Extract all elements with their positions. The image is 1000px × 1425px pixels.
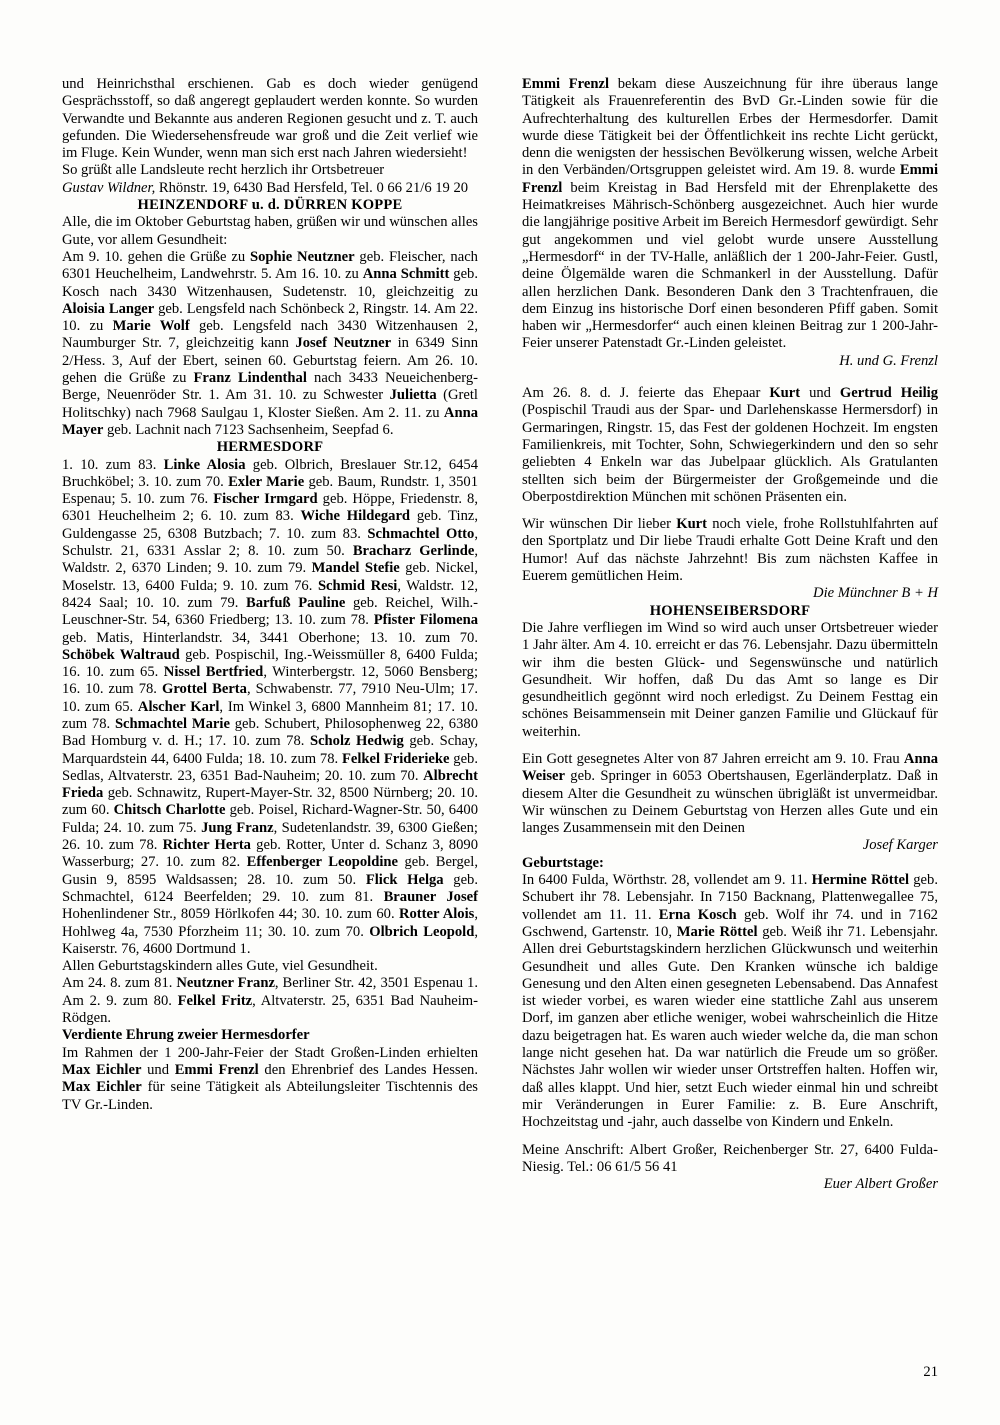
goldene-hochzeit-wishes: Wir wünschen Dir lieber Kurt noch viele, frohe Rollstuhlfahrten auf den Sportplatz und Dir liebe Traudi erhalte Gott Deine Kraft und den Humor! Auf das nächste Jahrzehnt! Bis zum nächsten Kaffee in Euerem gemütlichen Heim. [522,516,939,585]
hermesdorf-wish: Allen Geburtstagskindern alles Gute, viel Gesundheit. [62,958,378,975]
signature-muenchner: Die Münchner B + H [813,585,938,602]
subheading-verdiente-ehrung: Verdiente Ehrung zweier Hermesdorfer [62,1027,310,1044]
signature-karger: Josef Karger [862,837,938,854]
hohenseibersdorf-anna-weiser: Ein Gott gesegnetes Alter von 87 Jahren erreicht am 9. 10. Frau Anna Weiser geb. Springer in 6053 Obertshausen, Egerländerplatz. Daß in diesem Alter die Gesundheit zu wünschen übrigläßt ist unvermeidbar. Wir wünschen zu Deinem Geburtstag von Herzen alles Gute und ein langes Zusammensein mit den Deinen [522,750,938,837]
ortsbetreuer-greeting [62,162,478,197]
greeting-text: So grüßt alle Landsleute recht herzlich ihr Ortsbetreuer [62,162,385,179]
section-heading-hermesdorf: HERMESDORF [216,439,324,456]
hohenseibersdorf-contact: Meine Anschrift: Albert Großer, Reichenberger Str. 27, 6400 Fulda-Niesig. Tel.: 06 61/5 56 41 [522,1141,938,1175]
page-number: 21 [923,1364,938,1380]
goldene-hochzeit-article: Am 26. 8. d. J. feierte das Ehepaar Kurt und Gertrud Heilig (Pospischil Traudi aus der Spar- und Darlehenskasse Hermersdorf) in Germaringen, Ringstr. 15, das Fest der goldenen Hochzeit. Im engsten Familienkreis, mit Tochter, Sohn, Schwiegerkindern und den so sehr geliebten 4 Enkeln war das Jubelpaar glücklich. Als Gratulanten stellten sich beim der Bürgermeister der Großgemeinde und die Oberpostdirektion München mit schönen Präsenten ein. [522,385,939,505]
paragraph-continuation: und Heinrichsthal erschienen. Gab es doch wieder genügend Gesprächsstoff, so daß angeregt geplaudert werden konnte. So wurden Verwandte und Bekannte aus anderen Regionen gesucht und z. T. auch gefunden. Die Wiedersehensfreude war groß und die Zeit verlief wie im Fluge. Kein Wunder, wenn man sich erst nach Jahren wiedersieht! [62,76,478,162]
section-heading-hohenseibersdorf: HOHENSEIBERSDORF [649,602,811,619]
ortsbetreuer-address: Rhönstr. 19, 6430 Bad Hersfeld, Tel. 0 66 21/6 19 20 [155,179,469,196]
frenzl-article: Emmi Frenzl bekam diese Auszeichnung für ihre überaus lange Tätigkeit als Frauenreferentin des BvD Gr.-Linden sowie für die Aufrechterhaltung des kulturellen Erbes der Hermesdorfer. Damit wurde diese Tätigkeit bei der Öffentlichkeit ins rechte Licht gerückt, denn die wenigsten der hessischen Bevölkerung wissen, welche Arbeit in den Verbänden/Ortsgruppen geleistet wird. Am 19. 8. wurde Emmi Frenzl beim Kreistag in Bad Hersfeld mit der Ehrenplakette des Heimatkreises Mährisch-Schönberg ausgezeichnet. Auch hier wurde die langjährige positive Arbeit im Bereich Hermesdorf gewürdigt. Sehr gut angekommen und viel gelobt wurde unsere Ausstellung „Hermesdorf“ in der TV-Halle, anläßlich der 1 200-Jahr-Feier. Gustl, deine Ölgemälde waren die Schmankerl in der Ausstellung. Dafür allen herzlichen Dank. Besonderen Dank den 3 Trachtenfrauen, die dem Einzug ins historische Dorf einen besonderen Pfiff gaben. Somit haben wir „Hermesdorfer“ auch einen kleinen Beitrag zur 1 200-Jahr-Feier unserer Patenstadt Gr.-Linden geleistet. [522,76,938,352]
ehrung-body: Im Rahmen der 1 200-Jahr-Feier der Stadt Großen-Linden erhielten Max Eichler und Emmi Frenzl den Ehrenbrief des Landes Hessen. Max Eichler für seine Tätigkeit als Abteilungsleiter Tischtennis des TV Gr.-Linden. [62,1044,478,1113]
signature-frenzl: H. und G. Frenzl [839,352,938,369]
left-column [62,76,478,1193]
ortsbetreuer-name: Gustav Wildner, [62,179,156,196]
hohenseibersdorf-birthday-list: In 6400 Fulda, Wörthstr. 28, vollendet am 9. 11. Hermine Röttel geb. Schubert ihr 78. Lebensjahr. In 7150 Backnang, Plattenwegallee 75, vollendet am 11. 11. Erna Kosch geb. Wolf ihr 74. und in 7162 Gschwend, Gartenstr. 10, Marie Röttel geb. Weiß ihr 71. Lebensjahr. Allen drei Geburtstagskindern herzlichen Glückwunsch und weiterhin Gesundheit und alles Gute. Den Kranken wünsche ich baldige Genesung und den Alten einen gesegneten Lebensabend. Das Annafest ist wieder vorbei, es waren wieder eine stattliche Zahl aus unserem Dorf, im ganzen aber etliche weniger, wobei wahrscheinlich die Hitze dazu beigetragen hat. Es waren auch wieder welche da, die man schon lange nicht gesehen hat. Da war natürlich die Freude um so größer. Nächstes Jahr wollen wir wieder unser Ortstreffen halten. Hoffen wir, daß alles klappt. Und hier, setzt Euch wieder einmal hin und schreibt mir Veränderungen in Eurer Familie: z. B. Eure Anschrift, Hochzeitstag und -jahr, auch dasselbe von Kindern und Enkeln. [522,872,938,1131]
section-heading-heinzendorf: HEINZENDORF u. d. DÜRREN KOPPE [137,197,403,214]
hermesdorf-additional-birthdays: Am 24. 8. zum 81. Neutzner Franz, Berliner Str. 42, 3501 Espenau 1. Am 2. 9. zum 80. Felkel Fritz, Altvaterstr. 25, 6351 Bad Nauheim-Rödgen. [62,975,478,1027]
hohenseibersdorf-ortsbetreuer: Die Jahre verfliegen im Wind so wird auch unser Ortsbetreuer wieder 1 Jahr älter. Am 4. 10. erreicht er das 76. Lebensjahr. Dazu übermitteln wir ihm die besten Glück- und Segenswünsche und natürlich Gesundheit. Wir hoffen, daß Du das Amt so lange es Dir gesundheitlich gegönnt wird noch erledigst. Zu Deinem Festtag ein schönes Beisammensein mit Deiner ganzen Familie und Glückauf für weiterhin. [522,619,938,740]
two-column-layout [62,76,938,1193]
heinzendorf-intro: Alle, die im Oktober Geburtstag haben, grüßen wir und wünschen alles Gute, vor allem Gesundheit: [62,214,478,248]
hermesdorf-birthday-list: 1. 10. zum 83. Linke Alosia geb. Olbrich, Breslauer Str.12, 6454 Bruchköbel; 3. 10. zum 70. Exler Marie geb. Baum, Rundstr. 1, 3501 Espenau; 5. 10. zum 76. Fischer Irmgard geb. Höppe, Friedenstr. 8, 6301 Heuchelheim 2; 6. 10. zum 83. Wiche Hildegard geb. Tinz, Guldengasse 25, 6308 Butzbach; 7. 10. zum 83. Schmachtel Otto, Schulstr. 21, 6331 Asslar 2; 8. 10. zum 50. Bracharz Gerlinde, Waldstr. 2, 6370 Linden; 9. 10. zum 79. Mandel Stefie geb. Nickel, Moselstr. 13, 6400 Fulda; 9. 10. zum 76. Schmid Resi, Waldstr. 12, 8424 Saal; 10. 10. zum 79. Barfuß Pauline geb. Reichel, Wilh.-Leuschner-Str. 54, 6360 Friedberg; 13. 10. zum 78. Pfister Filomena geb. Matis, Hinterlandstr. 34, 3441 Oberhone; 13. 10. zum 70. Schöbek Waltraud geb. Pospischil, Ing.-Weissmüller 8, 6400 Fulda; 16. 10. zum 65. Nissel Bertfried, Winterbergstr. 12, 5060 Bensberg; 16. 10. zum 78. Grottel Berta, Schwabenstr. 77, 7910 Neu-Ulm; 17. 10. zum 65. Alscher Karl, Im Winkel 3, 6800 Mannheim 81; 17. 10. zum 78. Schmachtel Marie geb. Schubert, Philosophenweg 22, 6380 Bad Homburg v. d. H.; 17. 10. zum 78. Scholz Hedwig geb. Schay, Marquardstein 44, 6400 Fulda; 18. 10. zum 78. Felkel Friderieke geb. Sedlas, Altvaterstr. 23, 6351 Bad-Nauheim; 20. 10. zum 70. Albrecht Frieda geb. Schnawitz, Rupert-Mayer-Str. 32, 8500 Nürnberg; 20. 10. zum 60. Chitsch Charlotte geb. Poisel, Richard-Wagner-Str. 50, 6400 Fulda; 24. 10. zum 75. Jung Franz, Sudetenlandstr. 39, 6300 Gießen; 26. 10. zum 78. Richter Herta geb. Rotter, Unter d. Schanz 3, 8090 Wasserburg; 27. 10. zum 82. Effenberger Leopoldine geb. Bergel, Gusin 9, 8595 Waldsassen; 28. 10. zum 50. Flick Helga geb. Schmachtel, 6124 Beerfelden; 29. 10. zum 81. Brauner Josef Hohenlindener Str., 8059 Hörlkofen 44; 30. 10. zum 60. Rotter Alois, Hohlweg 4a, 7530 Pforzheim 11; 30. 10. zum 70. Olbrich Leopold, Kaiserstr. 76, 4600 Dortmund 1. [62,456,479,957]
right-column [522,76,938,1193]
signature-grosser: Euer Albert Großer [823,1176,938,1193]
subheading-geburtstage: Geburtstage: [522,854,604,871]
heinzendorf-birthday-list: Am 9. 10. gehen die Grüße zu Sophie Neutzner geb. Fleischer, nach 6301 Heuchelheim, Landwehrstr. 5. Am 16. 10. zu Anna Schmitt geb. Kosch nach 3430 Witzenhausen, Sudetenstr. 10, gleichzeitig zu Aloisia Langer geb. Lengsfeld nach Schönbeck 2, Ringstr. 14. Am 22. 10. zu Marie Wolf geb. Lengsfeld nach 3430 Witzenhausen 2, Naumburger Str. 7, gleichzeitig kann Josef Neutzner in 6349 Sinn 2/Hess. 3, Auf der Ebert, seinen 60. Geburtstag feiern. Am 26. 10. gehen die Grüße zu Franz Lindenthal nach 3433 Neueichenberg-Berge, Neuenröder Str. 1. Am 31. 10. zu Schwester Julietta (Gretl Holitschky) nach 7968 Saulgau 1, Kloster Sießen. Am 2. 11. zu Anna Mayer geb. Lachnit nach 7123 Sachsenheim, Seepfad 6. [62,248,479,438]
